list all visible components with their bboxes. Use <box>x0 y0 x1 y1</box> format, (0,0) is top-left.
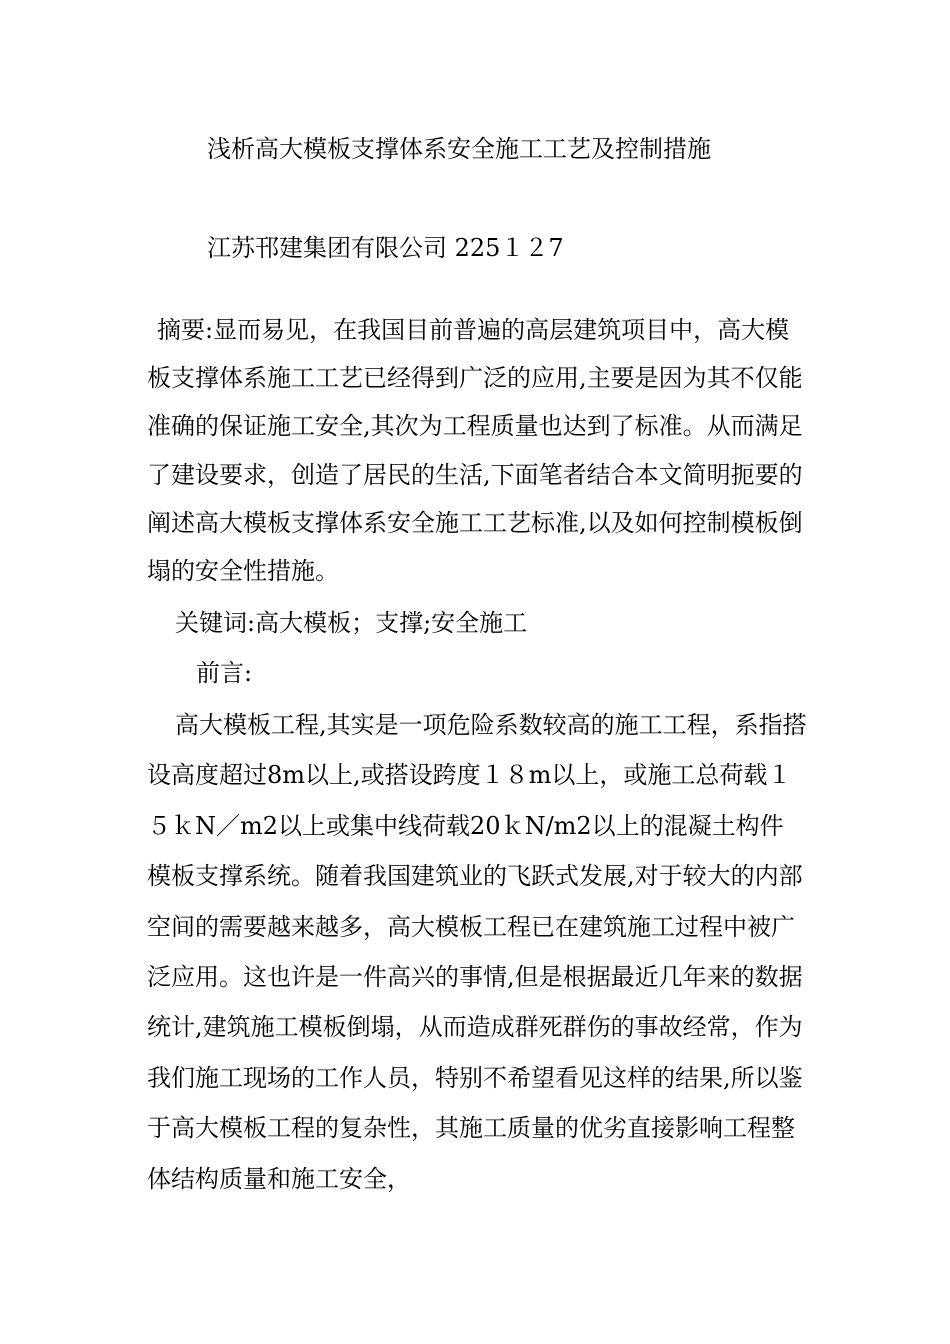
author-affiliation: 江苏邗建集团有限公司 225１２7 <box>207 234 564 262</box>
preface-heading: 前言: <box>196 659 253 687</box>
body-paragraph: 高大模板工程,其实是一项危险系数较高的施工工程，系指搭设高度超过8m以上,或搭设跨度１８m以上，或施工总荷载１５ｋN／m2以上或集中线荷载20ｋN/m2以上的混凝土构件模板支撑系统。随着我国建筑业的飞跃式发展,对于较大的内部空间的需要越来越多，高大模板工程已在建筑施工过程中被广泛应用。这也许是一件高兴的事情,但是根据最近几年来的数据统计,建筑施工模板倒塌，从而造成群死群伤的事故经常，作为我们施工现场的工作人员，特别不希望看见这样的结果,所以鉴于高大模板工程的复杂性，其施工质量的优劣直接影响工程整体结构质量和施工安全， <box>147 711 807 1193</box>
document-title: 浅析高大模板支撑体系安全施工工艺及控制措施 <box>207 135 711 163</box>
abstract-paragraph: 摘要:显而易见，在我国目前普遍的高层建筑项目中，高大模板支撑体系施工工艺已经得到广泛的应用,主要是因为其不仅能准确的保证施工安全,其次为工程质量也达到了标准。从而满足了建设要求，创造了居民的生活,下面笔者结合本文简明扼要的阐述高大模板支撑体系安全施工工艺标准,以及如何控制模板倒塌的安全性措施。 <box>147 316 803 586</box>
keywords-line: 关键词:高大模板；支撑;安全施工 <box>175 609 528 637</box>
